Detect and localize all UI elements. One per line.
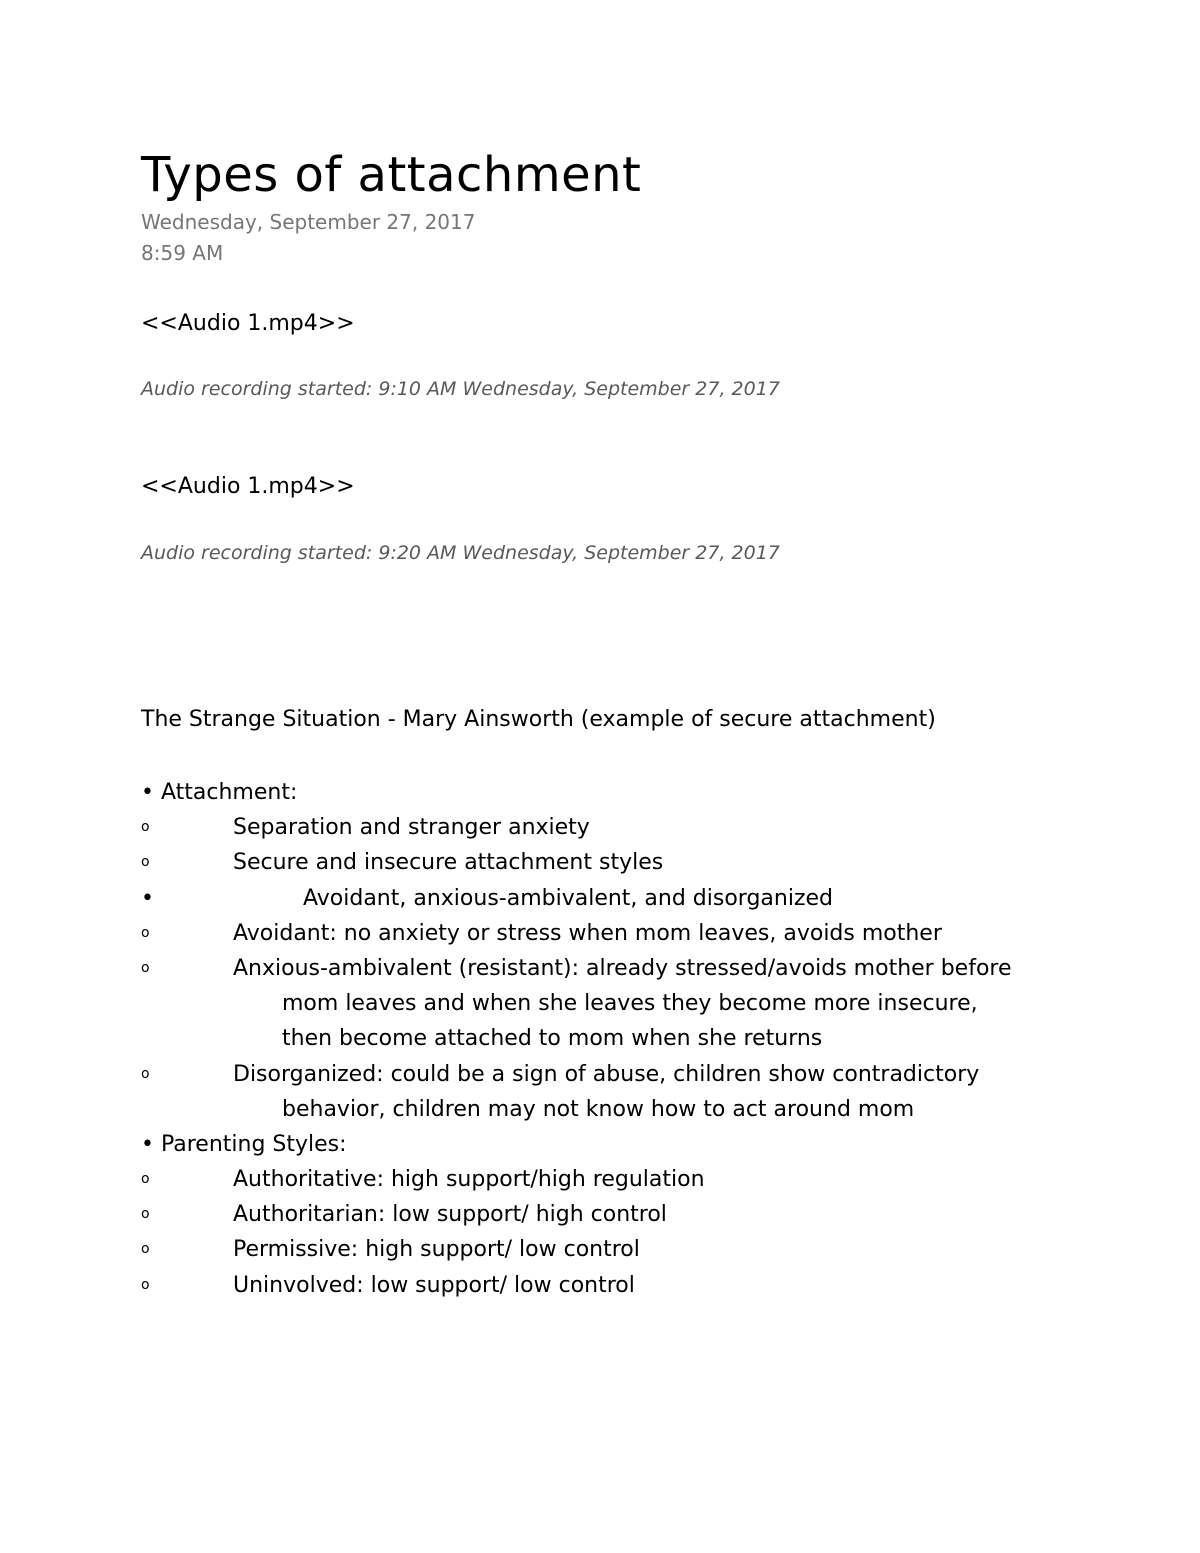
list-item: o Avoidant: no anxiety or stress when mom leaves, avoids mother (141, 916, 1141, 951)
list-item: • Avoidant, anxious-ambivalent, and disorganized (141, 881, 1141, 916)
list-item: o Uninvolved: low support/ low control (141, 1268, 1141, 1303)
notes-outline (141, 775, 1141, 1303)
circle-bullet-icon: o (141, 1241, 150, 1258)
audio-attachment-1[interactable]: <<Audio 1.mp4>> (141, 311, 355, 336)
section-heading: The Strange Situation - Mary Ainsworth (example of secure attachment) (141, 707, 936, 732)
list-item: o Authoritarian: low support/ high control (141, 1197, 1141, 1232)
page-title: Types of attachment (141, 147, 642, 203)
outline-label-parenting (141, 1127, 1141, 1162)
circle-bullet-icon: o (141, 959, 150, 976)
list-item-continuation: mom leaves and when she leaves they become more insecure, (282, 991, 978, 1017)
circle-bullet-icon: o (141, 1276, 150, 1293)
circle-bullet-icon: o (141, 819, 150, 836)
circle-bullet-icon: o (141, 1065, 150, 1082)
list-item: o Secure and insecure attachment styles (141, 845, 1141, 880)
list-item: o Anxious-ambivalent (resistant): already stressed/avoids mother before (141, 951, 1141, 986)
outline-label-attachment (141, 775, 1141, 810)
circle-bullet-icon: o (141, 1206, 150, 1223)
bullet-icon: • (141, 885, 154, 911)
list-item: o Disorganized: could be a sign of abuse, children show contradictory (141, 1057, 1141, 1092)
circle-bullet-icon: o (141, 854, 150, 871)
page-date: Wednesday, September 27, 2017 (141, 210, 476, 234)
list-item-continuation: then become attached to mom when she returns (282, 1026, 823, 1052)
audio-recording-note-2: Audio recording started: 9:20 AM Wednesday, September 27, 2017 (141, 542, 780, 564)
circle-bullet-icon: o (141, 924, 150, 941)
list-item: o Authoritative: high support/high regulation (141, 1162, 1141, 1197)
list-item: o Separation and stranger anxiety (141, 810, 1141, 845)
circle-bullet-icon: o (141, 1171, 150, 1188)
parenting-label: • Parenting Styles: (141, 1131, 347, 1157)
list-item: o Permissive: high support/ low control (141, 1232, 1141, 1267)
audio-attachment-2[interactable]: <<Audio 1.mp4>> (141, 474, 355, 499)
page-time: 8:59 AM (141, 241, 224, 265)
audio-recording-note-1: Audio recording started: 9:10 AM Wednesday, September 27, 2017 (141, 378, 780, 400)
list-item-continuation: behavior, children may not know how to act around mom (282, 1096, 915, 1122)
attachment-label: • Attachment: (141, 780, 298, 805)
